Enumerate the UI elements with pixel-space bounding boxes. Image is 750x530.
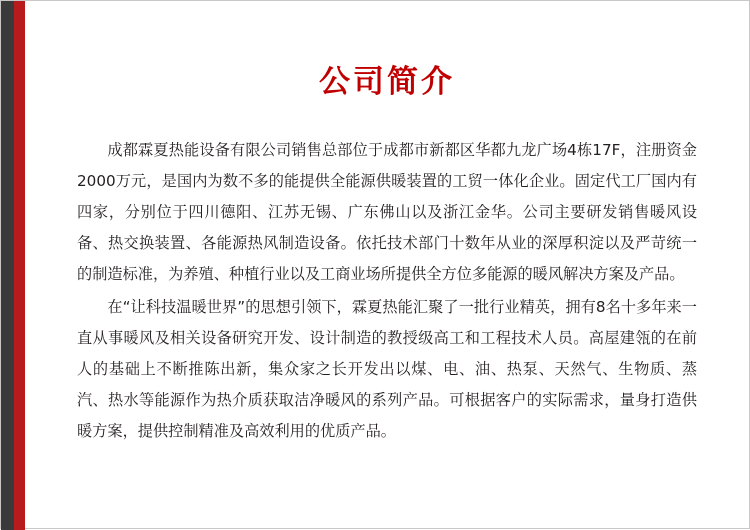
page-title: 公司简介 — [319, 64, 455, 100]
accent-bar-dark — [1, 1, 14, 530]
body-text — [77, 135, 697, 447]
paragraph-2: 在“让科技温暖世界”的思想引领下，霖夏热能汇聚了一批行业精英，拥有8名十多年来一直从事暖风及相关设备研究开发、设计制造的教授级高工和工程技术人员。高屋建瓴的在前人的基础上不断推陈出新，集众家之长开发出以煤、电、油、热泵、天然气、生物质、蒸汽、热水等能源作为热介质获取洁净暖风的系列产品。可根据客户的实际需求，量身打造供暖方案，提供控制精准及高效利用的优质产品。 — [77, 298, 697, 440]
paragraph-1: 成都霖夏热能设备有限公司销售总部位于成都市新都区华都九龙广场4栋17F，注册资金2000万元，是国内为数不多的能提供全能源供暖装置的工贸一体化企业。固定代工厂国内有四家，分别位于四川德阳、江苏无锡、广东佛山以及浙江金华。公司主要研发销售暖风设备、热交换装置、各能源热风制造设备。依托技术部门十数年从业的深厚积淀以及严苛统一的制造标准，为养殖、种植行业以及工商业场所提供全方位多能源的暖风解决方案及产品。 — [77, 141, 697, 283]
accent-bar-red — [14, 1, 25, 530]
document-content — [25, 1, 749, 528]
